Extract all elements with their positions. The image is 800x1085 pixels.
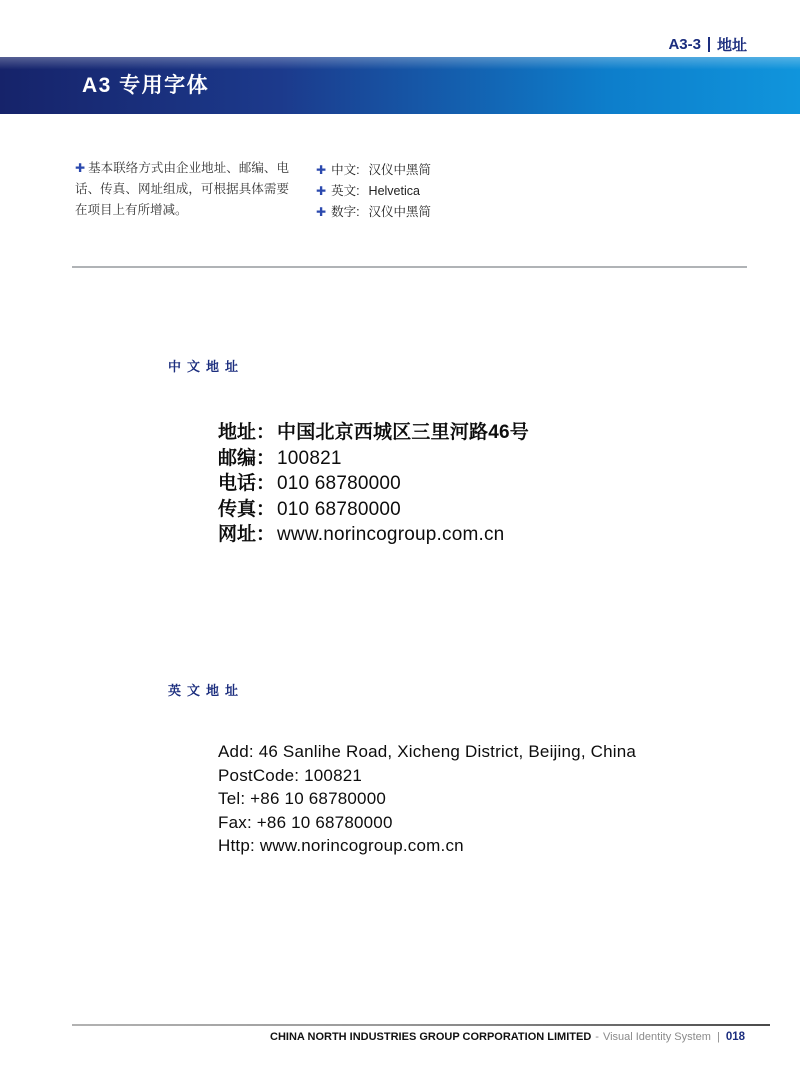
font-spec-label: 数字: <box>331 205 360 219</box>
address-field-label: 电话： <box>218 473 276 494</box>
address-line: Fax: +86 10 68780000 <box>218 812 393 832</box>
intro-paragraph <box>75 158 289 221</box>
address-field-value: 中国北京西城区三里河路46号 <box>277 422 529 443</box>
address-field-label: 地址： <box>218 422 276 443</box>
footer-dash: - <box>595 1031 599 1043</box>
section-title: 地址 <box>716 37 747 54</box>
content-divider <box>72 266 747 268</box>
page-header <box>668 34 747 55</box>
chinese-address-block <box>218 420 529 548</box>
address-line <box>218 522 529 548</box>
font-spec-value: 汉仪中黑简 <box>368 205 432 219</box>
footer-divider <box>72 1024 770 1026</box>
address-line <box>218 471 529 497</box>
footer-page-number: 018 <box>725 1031 745 1043</box>
address-field-value: www.norincogroup.com.cn <box>277 524 505 545</box>
font-spec-value: Helvetica <box>368 184 420 198</box>
cross-icon: ✚ <box>316 184 327 198</box>
address-line: Http: www.norincogroup.com.cn <box>218 836 464 855</box>
address-field-label: 邮编： <box>218 447 276 469</box>
address-field-label: 网址： <box>218 524 276 545</box>
address-field-value: 100821 <box>277 447 342 469</box>
address-field-value: 010 68780000 <box>277 473 401 494</box>
address-line: PostCode: 100821 <box>218 765 363 785</box>
chinese-address-label: 中文地址 <box>168 359 245 374</box>
english-address-block <box>218 740 636 858</box>
footer-system-name: Visual Identity System <box>602 1031 711 1043</box>
cross-icon: ✚ <box>75 161 86 175</box>
footer-separator: | <box>716 1031 720 1043</box>
font-spec-list <box>316 160 431 223</box>
footer-company-name: CHINA NORTH INDUSTRIES GROUP CORPORATION LIMITED <box>270 1031 592 1043</box>
address-field-value: 010 68780000 <box>277 498 401 520</box>
font-spec-label: 中文: <box>331 163 360 177</box>
footer <box>270 1031 745 1043</box>
address-line: Tel: +86 10 68780000 <box>218 789 387 808</box>
intro-text: 基本联络方式由企业地址、邮编、电话、传真、网址组成，可根据具体需要在项目上有所增减。 <box>75 161 289 217</box>
font-spec-label: 英文: <box>331 184 360 198</box>
cross-icon: ✚ <box>316 205 327 219</box>
address-line <box>218 497 529 523</box>
font-spec-value: 汉仪中黑简 <box>368 163 432 177</box>
title-banner <box>0 57 800 114</box>
page-title: A3 专用字体 <box>82 74 210 97</box>
address-field-label: 传真： <box>218 498 276 520</box>
header-divider-bar <box>708 37 710 52</box>
font-spec-row-chinese <box>316 160 431 181</box>
font-spec-row-english <box>316 181 431 202</box>
address-line <box>218 446 529 472</box>
cross-icon: ✚ <box>316 163 327 177</box>
font-spec-row-numeric <box>316 202 431 223</box>
english-address-label: 英文地址 <box>168 683 245 698</box>
address-line: Add: 46 Sanlihe Road, Xicheng District, Beijing, China <box>218 742 637 761</box>
address-line <box>218 420 529 446</box>
section-code: A3-3 <box>668 36 701 53</box>
